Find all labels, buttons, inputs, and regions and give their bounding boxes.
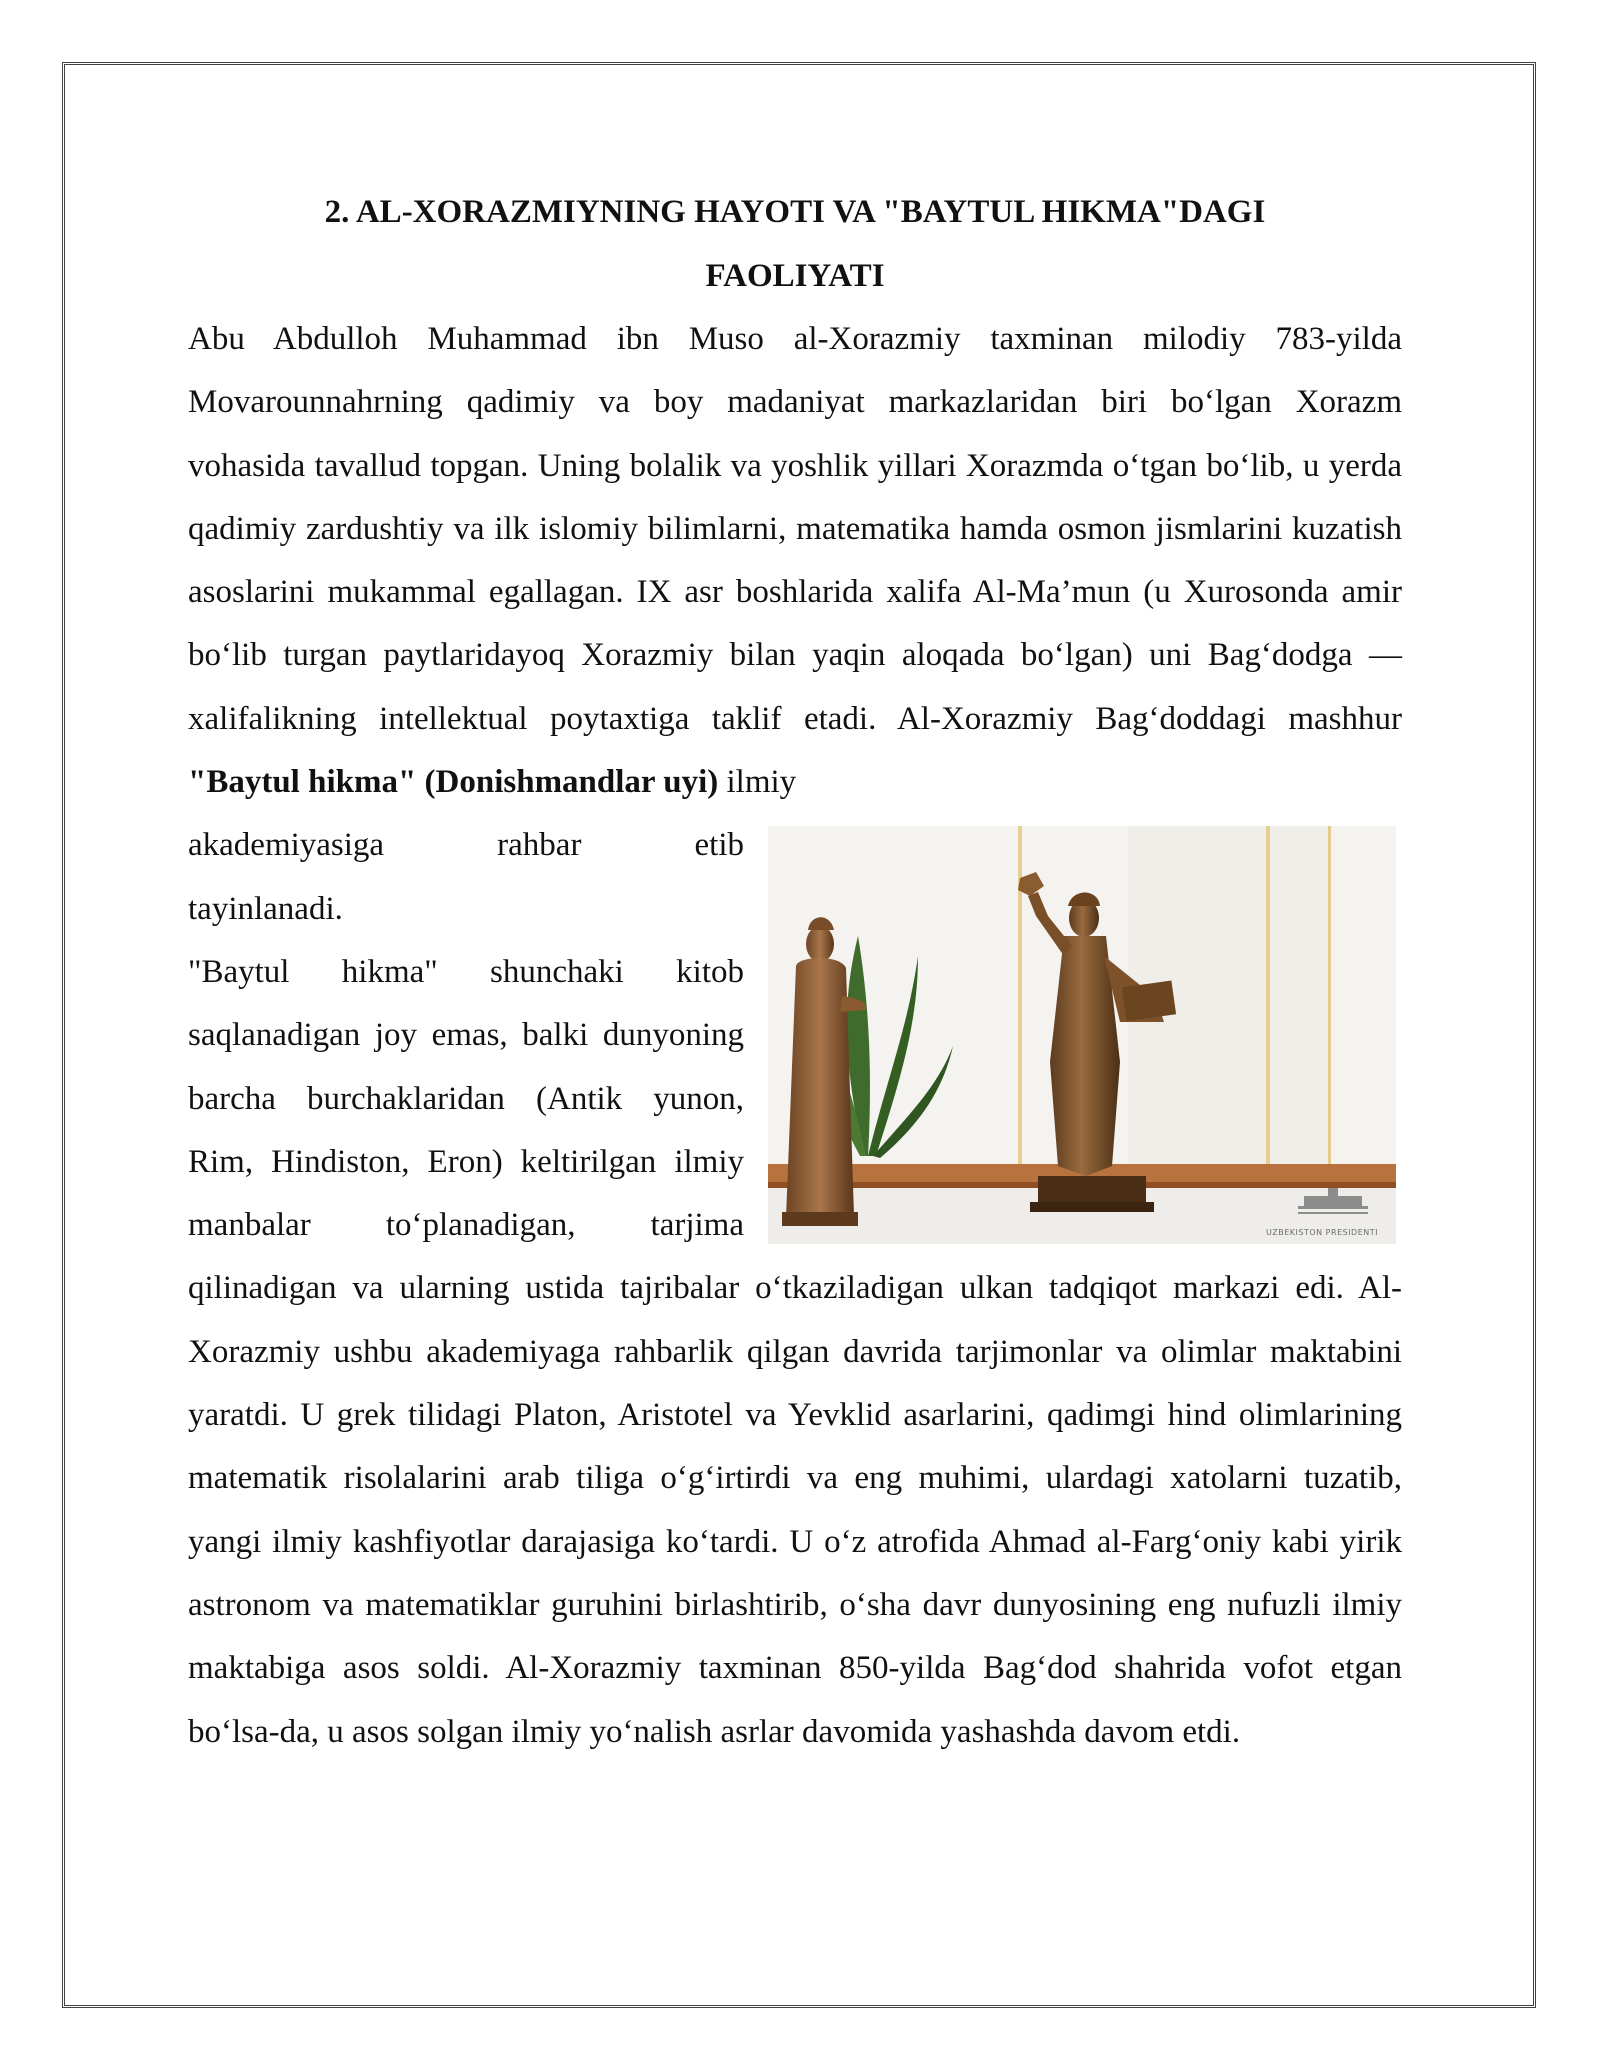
- watermark-text: UZBEKISTON PRESIDENTI: [1266, 1228, 1378, 1238]
- intro-tail: ilmiy: [726, 764, 797, 801]
- intro-text: Abu Abdulloh Muhammad ibn Muso al-Xorazmiy taxminan milodiy 783-yilda Movarounnahrning qadimiy va boy madaniyat markazlaridan biri bo‘lgan Xorazm vohasida tavallud topgan. Uning bolalik va yoshlik yillari Xorazmda o‘tgan bo‘lib, u yerda qadimiy zardushtiy va ilk islomiy bilimlarni, matematika hamda osmon jismlarini kuzatish asoslarini mukammal egallagan. IX asr boshlarida xalifa Al-Ma’mun (u Xurosonda amir bo‘lib turgan paytlaridayoq Xorazmiy bilan yaqin aloqada bo‘lgan) uni Bag‘dodga — xalifalikning intellektual poytaxtiga taklif etadi. Al-Xorazmiy Bag‘doddagi mashhur: [188, 321, 1402, 737]
- baytul-hikma-bold: "Baytul hikma" (Donishmandlar uyi): [188, 764, 719, 801]
- statues-illustration: [768, 826, 1396, 1244]
- section-heading: 2. AL-XORAZMIYNING HAYOTI VA "BAYTUL HIKMA"DAGI FAOLIYATI: [324, 194, 1266, 294]
- paragraph-appointed-end: tayinlanadi.: [188, 890, 343, 927]
- document-body: [188, 180, 1402, 1764]
- figure-section: [188, 814, 1402, 1763]
- paragraph-appointed-line: akademiyasiga rahbar etib: [188, 827, 744, 864]
- paragraph-intro: [188, 308, 1402, 814]
- baytul-hikma-rest-text: to‘planadigan, tarjima qilinadigan va ularning ustida tajribalar o‘tkaziladigan ulkan tadqiqot markazi edi. Al-Xorazmiy ushbu akademiyaga rahbarlik qilgan davrida tarjimonlar va olimlar maktabini yaratdi. U grek tilidagi Platon, Aristotel va Yevklid asarlarini, qadimgi hind olimlarining matematik risolalarini arab tiliga o‘g‘irtirdi va eng muhimi, ulardagi xatolarni tuzatib, yangi ilmiy kashfiyotlar darajasiga ko‘tardi. U o‘z atrofida Ahmad al-Farg‘oniy kabi yirik astronom va matematiklar guruhini birlashtirib, o‘sha davr dunyosining eng nufuzli ilmiy maktabiga asos soldi. Al-Xorazmiy taxminan 850-yilda Bag‘dod shahrida vofot etgan bo‘lsa-da, u asos solgan ilmiy yo‘nalish asrlar davomida yashashda davom etdi.: [188, 1207, 1402, 1750]
- baytul-hikma-float-text: "Baytul hikma" shunchaki kitob saqlanadigan joy emas, balki dunyoning barcha burchaklaridan (Antik yunon, Rim, Hindiston, Eron) keltirilgan ilmiy manbalar: [188, 953, 744, 1244]
- statues-photo: [768, 826, 1396, 1244]
